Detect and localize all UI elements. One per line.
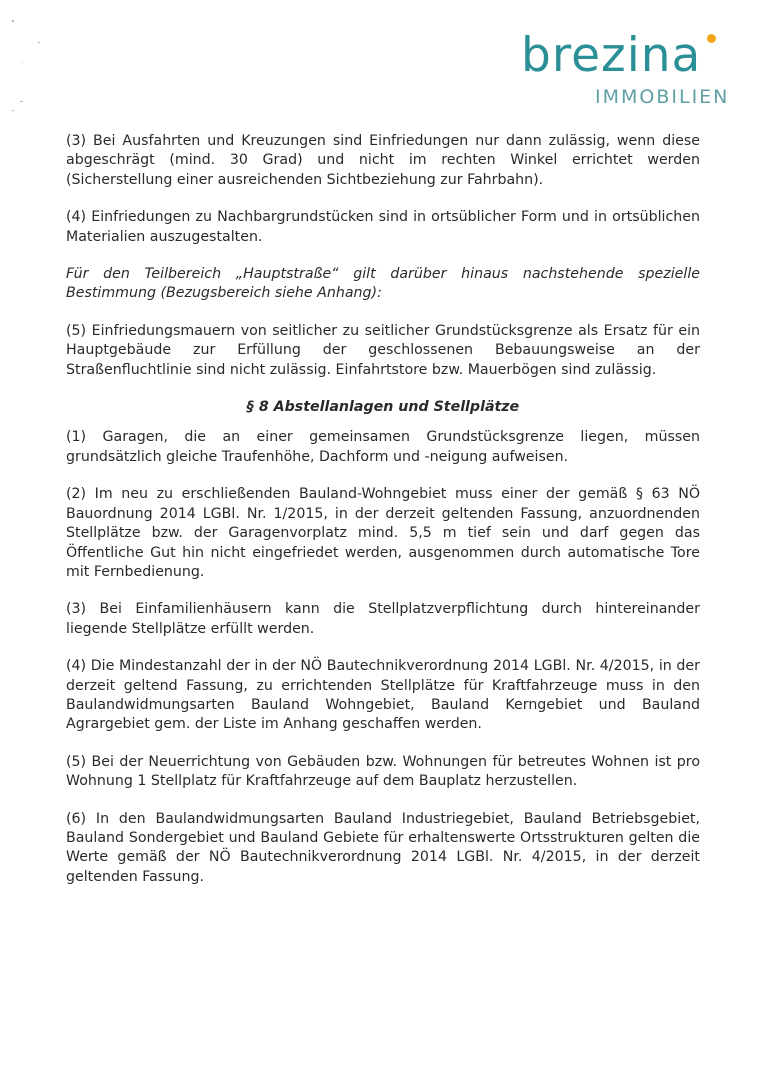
paragraph-4-einfriedungen: (4) Einfriedungen zu Nachbargrundstücken sind in ortsüblicher Form und in ortsüblichen Materialien auszugestalten. bbox=[66, 209, 700, 245]
paragraph-5-einfriedungsmauern: (5) Einfriedungsmauern von seitlicher zu seitlicher Grundstücksgrenze als Ersatz für ein Hauptgebäude zur Erfüllung der geschlossenen Bebauungsweise an der Straßenfluchtlinie sind nicht zulässig. Einfahrtstore bzw. Mauerbögen sind zulässig. bbox=[66, 322, 700, 378]
logo-subtitle: IMMOBILIEN bbox=[595, 86, 730, 108]
scan-speck bbox=[12, 110, 14, 111]
paragraph-3-einfriedungen: (3) Bei Ausfahrten und Kreuzungen sind Einfriedungen nur dann zulässig, wenn diese abgeschrägt (mind. 30 Grad) und nicht im rechten Winkel errichtet werden (Sicherstellung einer ausreichenden Sichtbeziehung zur Fahrbahn). bbox=[66, 133, 700, 188]
paragraph-2-bauland-wohngebiet: (2) Im neu zu erschließenden Bauland-Wohngebiet muss einer der gemäß § 63 NÖ Bauordnung 2014 LGBl. Nr. 1/2015, in der derzeit geltenden Fassung, anzuordnenden Stellplätze bzw. der Garagenvorplatz mind. 5,5 m tief sein und darf gegen das Öffentliche Gut hin nicht eingefriedet werden, ausgenommen durch automatische Tore mit Fernbedienung. bbox=[66, 486, 700, 580]
logo-wordmark: brezina bbox=[521, 28, 702, 83]
paragraph-6-baulandwidmungsarten: (6) In den Baulandwidmungsarten Bauland Industriegebiet, Bauland Betriebsgebiet, Bauland Sondergebiet und Bauland Gebiete für erhaltenswerte Ortsstrukturen gelten die Werte gemäß der NÖ Bautechnikverordnung 2014 LGBl. Nr. 4/2015, in der derzeit geltenden Fassung. bbox=[66, 810, 700, 885]
document-body bbox=[66, 132, 700, 905]
paragraph-hauptstrasse-note: Für den Teilbereich „Hauptstraße“ gilt darüber hinaus nachstehende spezielle Bestimmung (Bezugsbereich siehe Anhang): bbox=[66, 266, 700, 302]
scan-speck bbox=[12, 20, 14, 22]
paragraph-4-mindestanzahl: (4) Die Mindestanzahl der in der NÖ Bautechnikverordnung 2014 LGBl. Nr. 4/2015, in der derzeit geltend Fassung, zu errichtenden Stellplätze für Kraftfahrzeuge muss in den Baulandwidmungsarten Bauland Wohngebiet, Bauland Kerngebiet und Bauland Agrargebiet gem. der Liste im Anhang geschaffen werden. bbox=[66, 658, 700, 733]
brezina-logo bbox=[521, 24, 743, 114]
logo-accent-dot bbox=[707, 34, 716, 43]
scan-speck bbox=[20, 101, 23, 102]
scan-speck bbox=[22, 62, 23, 63]
paragraph-1-garagen: (1) Garagen, die an einer gemeinsamen Grundstücksgrenze liegen, müssen grundsätzlich gleiche Traufenhöhe, Dachform und -neigung aufweisen. bbox=[66, 429, 700, 465]
paragraph-3-einfamilienhaeuser: (3) Bei Einfamilienhäusern kann die Stellplatzverpflichtung durch hintereinander liegende Stellplätze erfüllt werden. bbox=[66, 601, 700, 637]
scan-speck bbox=[38, 42, 40, 43]
section-heading: § 8 Abstellanlagen und Stellplätze bbox=[246, 399, 520, 416]
paragraph-5-betreutes-wohnen: (5) Bei der Neuerrichtung von Gebäuden bzw. Wohnungen für betreutes Wohnen ist pro Wohnung 1 Stellplatz für Kraftfahrzeuge auf dem Bauplatz herzustellen. bbox=[66, 753, 700, 790]
